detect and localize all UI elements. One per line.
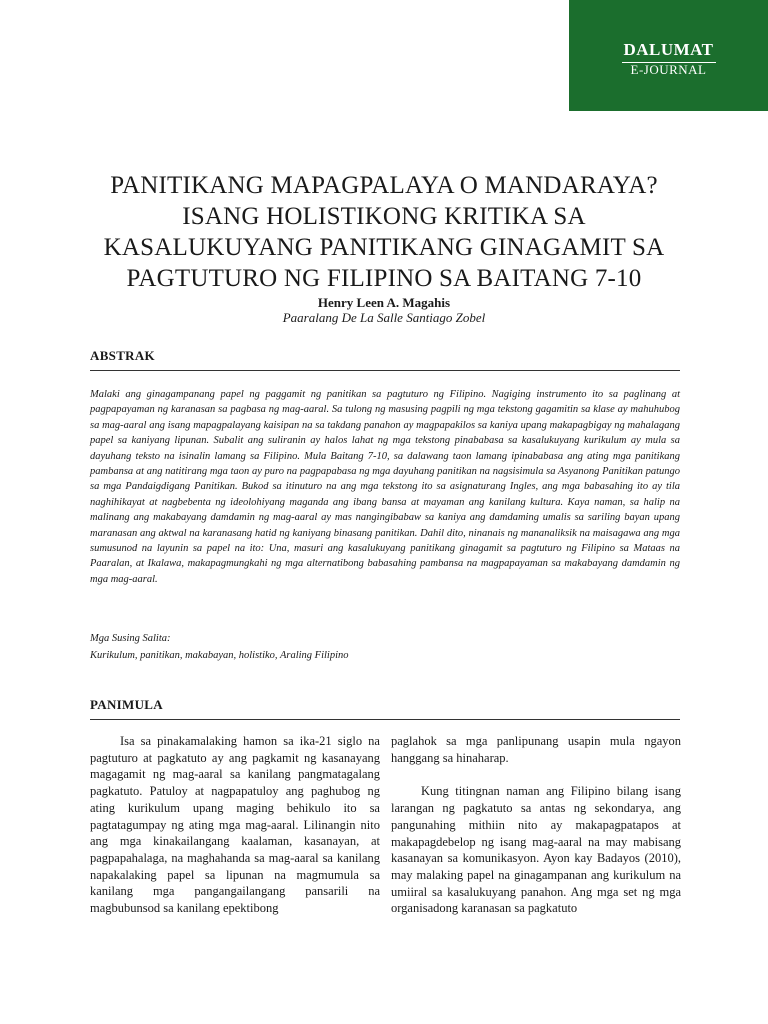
right-column	[391, 733, 681, 917]
paper-title-line-4: PAGTUTURO NG FILIPINO SA BAITANG 7-10	[126, 265, 642, 292]
paper-title-block	[100, 170, 668, 326]
paper-title-line-3: KASALUKUYANG PANITIKANG GINAGAMIT SA	[103, 234, 665, 261]
intro-heading: PANIMULA	[90, 697, 680, 720]
journal-subtitle: E-JOURNAL	[630, 62, 707, 77]
intro-paragraph-1: Isa sa pinakamalaking hamon sa ika-21 siglo na pagtuturo at pagkatuto ay ang pagkamit ng kasanayang magagamit ng mag-aaral sa kanilang pangmatagalang pagkatuto. Patuloy at nagpapatuloy ang paghubog ng ating kurikulum upang maging behikulo ito sa pagtatagumpay ng ating mga mag-aaral. Lilinangin nito ang mga kinakailangang kaalaman, kasanayan, at pagpapahalaga, na maghahanda sa mag-aaral sa kanilang napakalaking papel sa lipunan na magmumula sa kanilang mga pangangailangang pansarili na magbubunsod sa kanilang epektibong	[90, 734, 380, 916]
journal-badge	[569, 0, 768, 111]
author-affiliation: Paaralang De La Salle Santiago Zobel	[282, 310, 486, 325]
intro-paragraph-2: Kung titingnan naman ang Filipino bilang isang larangan ng pagkatuto sa antas ng sekondarya, ang pangunahing mithiin nito ay makapagpatapos at makapagdebelop ng isang mag-aaral na may mabisang kasanayan sa komunikasyon. Ayon kay Badayos (2010), may malaking papel na ginagampanan ang kurikulum na umiiral sa kasalukuyang panahon. Ang mga set ng mga organisadong karanasan sa pagkatuto	[391, 784, 681, 916]
journal-name: DALUMAT	[569, 40, 768, 63]
left-column	[90, 733, 380, 917]
paper-title-line-2: ISANG HOLISTIKONG KRITIKA SA	[182, 203, 586, 230]
keywords-label: Mga Susing Salita:	[90, 633, 171, 644]
abstract-heading: ABSTRAK	[90, 348, 680, 371]
author-name: Henry Leen A. Magahis	[317, 295, 451, 310]
paper-title-line-1: PANITIKANG MAPAGPALAYA O MANDARAYA?	[110, 172, 658, 199]
keywords-text: Kurikulum, panitikan, makabayan, holistiko, Araling Filipino	[90, 650, 349, 661]
intro-paragraph-1-continued: paglahok sa mga panlipunang usapin mula ngayon hanggang sa hinaharap.	[391, 734, 681, 765]
abstract-text: Malaki ang ginagampanang papel ng paggamit ng panitikan sa pagtuturo ng Filipino. Nagiging instrumento ito sa paglinang at pagpapayaman ng karanasan sa pagbasa ng mag-aaral. Sa tulong ng masusing pagpili ng mga tekstong gagamitin sa klase ay mahuhubog sa mag-aaral ang isang mapagpalayang kaisipan na sa takdang panahon ay magpapakilos sa kaniya upang makapagbigay ng mahalagang papel sa kaniyang lipunan. Subalit ang suliranin ay halos lahat ng mga tekstong pinababasa sa kasalukuyang kurikulum ay mula sa dayuhang teksto na isinalin lamang sa Filipino. Mula Baitang 7-10, sa dalawang taon lamang ipinababasa ang ating mga panitikang pambansa at ang natitirang mga taon ay puro na pagpapabasa ng mga dayuhang panitikan na nagsisimula sa Asyanong Panitikan patungo sa mga Pandaigdigang Panitikan. Bukod sa itinuturo na ang mga tekstong ito sa asignaturang Ingles, ang mga babasahing ito ay tila naghihikayat at nagbebenta ng ideolohiyang maganda ang ibang bansa at mayaman ang kanilang kultura. Kaya naman, sa halip na malinang ang makabayang damdamin ng mag-aaral ay mas nangingibabaw sa kaniya ang damdaming umalis sa sariling bayan upang maranasan ang aktwal na karanasang hatid ng kaniyang binasang panitikan. Dahil dito, ninanais ng mananaliksik na maisagawa ang mga sumusunod na layunin sa papel na ito: Una, masuri ang kasalukuyang panitikang ginagamit sa pagtuturo ng Filipino sa Mataas na Paaralan, at Ikalawa, makapagmungkahi ng mga alternatibong babasahing pambansa na magpapayaman sa makabayang damdamin ng mga mag-aaral.	[90, 389, 680, 585]
